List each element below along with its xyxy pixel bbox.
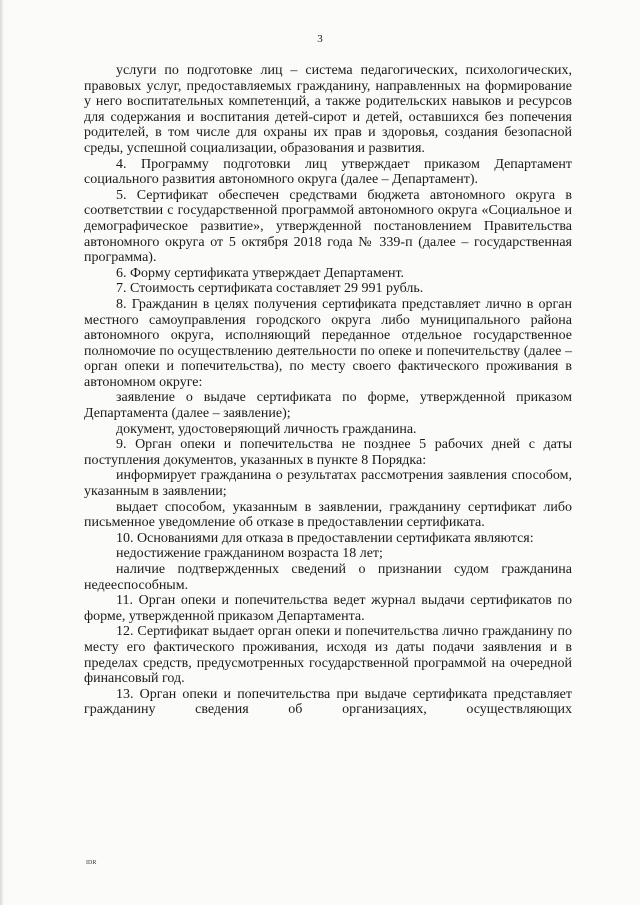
paragraph-services-definition: услуги по подготовке лиц – система педагогических, психологических, правовых услуг, предоставляемых гражданину, направленных на формирование у него воспитательных компетенций, а также родительских навыков и ресурсов для содержания и воспитания детей-сирот и детей, оставшихся без попечения родителей, в том числе для охраны их прав и здоровья, создания безопасной среды, успешной социализации, образования и развития. <box>84 63 572 156</box>
document-body <box>84 63 572 718</box>
paragraph-10: 10. Основаниями для отказа в предоставлении сертификата являются: <box>116 530 534 546</box>
paragraph-10-item-incapacity: наличие подтвержденных сведений о признании судом гражданина недееспособным. <box>84 562 572 593</box>
paragraph-9-item-issue: выдает способом, указанным в заявлении, гражданину сертификат либо письменное уведомление об отказе в предоставлении сертификата. <box>84 499 572 531</box>
paragraph-11: 11. Орган опеки и попечительства ведет журнал выдачи сертификатов по форме, утвержденной приказом Департамента. <box>84 593 572 624</box>
paragraph-9-item-inform: информирует гражданина о результатах рассмотрения заявления способом, указанным в заявлении; <box>84 468 572 500</box>
paragraph-8-item-application: заявление о выдаче сертификата по форме, утвержденной приказом Департамента (далее – заявление); <box>84 390 572 422</box>
paragraph-10-item-age: недостижение гражданином возраста 18 лет; <box>116 546 383 562</box>
paragraph-12: 12. Сертификат выдает орган опеки и попечительства лично гражданину по месту его фактического проживания, исходя из даты подачи заявления и в пределах средств, предусмотренных государственной программой на очередной финансовый год. <box>84 624 572 687</box>
paragraph-7: 7. Стоимость сертификата составляет 29 991 рубль. <box>116 281 424 297</box>
paragraph-8-item-identity: документ, удостоверяющий личность гражданина. <box>116 421 417 437</box>
paragraph-13: 13. Орган опеки и попечительства при выдаче сертификата представляет гражданину сведения об организациях, осуществляющих <box>84 686 572 718</box>
paragraph-6: 6. Форму сертификата утверждает Департамент. <box>116 265 405 281</box>
paragraph-4: 4. Программу подготовки лиц утверждает приказом Департамент социального развития автономного округа (далее – Департамент). <box>84 156 572 188</box>
footer-mark: IDR <box>86 860 97 866</box>
paragraph-5: 5. Сертификат обеспечен средствами бюджета автономного округа в соответствии с государственной программой автономного округа «Социальное и демографическое развитие», утвержденной постановлением Правительства автономного округа от 5 октября 2018 года № 339-п (далее – государственная программа). <box>84 187 572 266</box>
page-number: 3 <box>317 33 323 45</box>
paragraph-9: 9. Орган опеки и попечительства не позднее 5 рабочих дней с даты поступления документов, указанных в пункте 8 Порядка: <box>84 437 572 468</box>
scan-edge <box>0 0 4 905</box>
paragraph-8: 8. Гражданин в целях получения сертификата представляет лично в орган местного самоуправления городского округа либо муниципального района автономного округа, исполняющий переданное отдельное государственное полномочие по осуществлению деятельности по опеке и попечительству (далее – орган опеки и попечительства), по месту своего фактического проживания в автономном округе: <box>84 296 572 390</box>
